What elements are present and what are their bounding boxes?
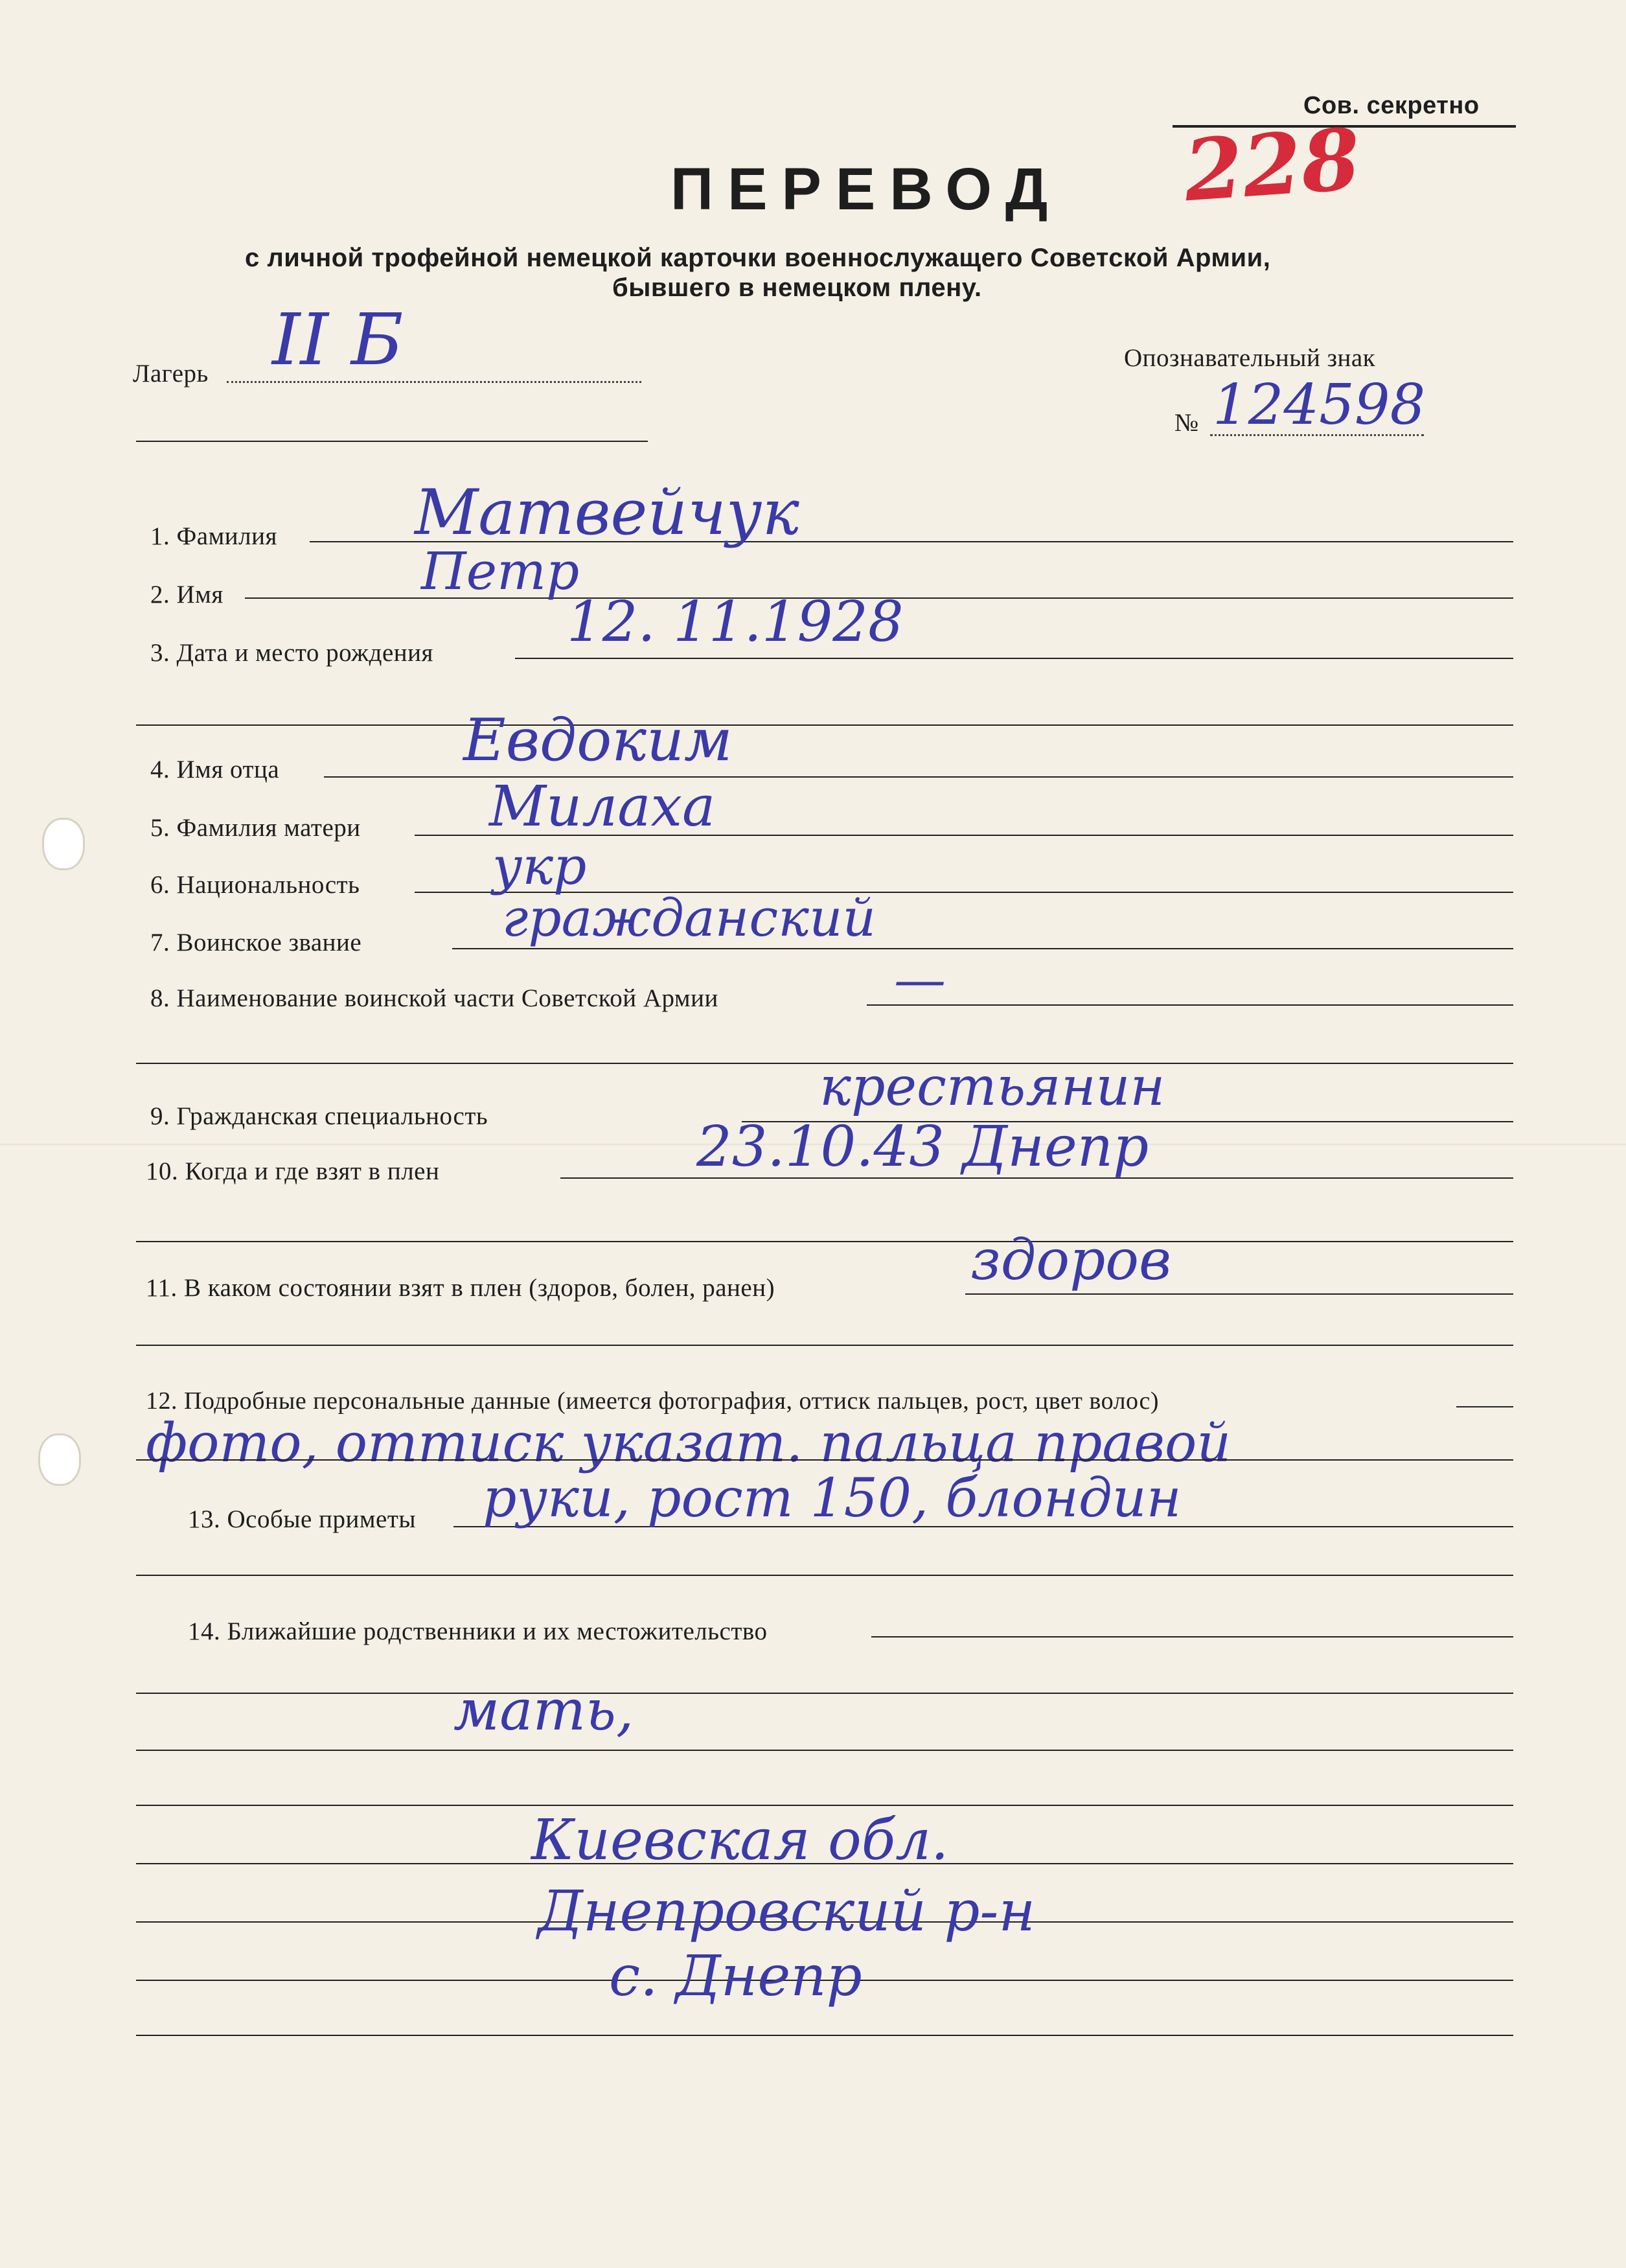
- document-title: ПЕРЕВОД: [670, 156, 1062, 222]
- field-10-value: 23.10.43 Днепр: [696, 1115, 1149, 1179]
- field-8-line: [867, 1004, 1513, 1006]
- field-14-line-3: [136, 1750, 1513, 1751]
- id-tag-label: Опознавательный знак: [1124, 344, 1376, 372]
- field-14-line: [871, 1636, 1513, 1637]
- field-14-value-line-3: Днепровский р-н: [538, 1879, 1036, 1944]
- field-14-line-4: [136, 1805, 1513, 1806]
- field-5-value: Милаха: [489, 774, 716, 839]
- field-4-label: 4. Имя отца: [150, 756, 280, 783]
- document-subtitle-line2: бывшего в немецком плену.: [612, 273, 982, 302]
- field-2-value: Петр: [421, 541, 580, 601]
- document-subtitle-line1: с личной трофейной немецкой карточки военнослужащего Советской Армии,: [245, 244, 1271, 272]
- field-7-line: [452, 948, 1513, 949]
- id-tag-value: 124598: [1213, 373, 1426, 437]
- field-3-line: [515, 658, 1513, 659]
- classification-stamp: Сов. секретно: [1303, 92, 1480, 119]
- field-9-value: крестьянин: [819, 1056, 1165, 1118]
- camp-value: II Б: [272, 298, 404, 381]
- punch-hole-lower: [40, 1435, 79, 1484]
- field-14-line-8: [136, 2035, 1513, 2036]
- field-9-label: 9. Гражданская специальность: [150, 1102, 488, 1130]
- field-10-extra-line: [136, 1241, 1513, 1242]
- camp-dotted-line: [227, 381, 641, 383]
- field-14-value-line-1: мать,: [453, 1678, 634, 1743]
- field-14-value-line-4: с. Днепр: [609, 1944, 862, 2009]
- field-10-label: 10. Когда и где взят в плен: [146, 1157, 440, 1185]
- field-1-label: 1. Фамилия: [150, 522, 277, 550]
- field-14-value-line-2: Киевская обл.: [531, 1808, 949, 1873]
- field-12-line: [1456, 1406, 1513, 1407]
- field-3-label: 3. Дата и место рождения: [150, 639, 433, 667]
- field-2-label: 2. Имя: [150, 581, 223, 608]
- field-7-label: 7. Воинское звание: [150, 929, 362, 956]
- field-13-value: руки, рост 150, блондин: [483, 1468, 1182, 1529]
- field-5-label: 5. Фамилия матери: [150, 814, 361, 842]
- field-11-value: здоров: [970, 1228, 1172, 1293]
- field-7-value: гражданский: [502, 888, 876, 948]
- field-8-label: 8. Наименование воинской части Советской Армии: [150, 984, 718, 1012]
- field-14-line-2: [136, 1693, 1513, 1694]
- field-14-label: 14. Ближайшие родственники и их местожительство: [188, 1617, 768, 1645]
- field-11-line: [965, 1293, 1513, 1295]
- field-6-label: 6. Национальность: [150, 871, 360, 899]
- archive-number: 228: [1180, 109, 1364, 221]
- punch-hole-upper: [44, 820, 83, 868]
- field-11-extra-line: [136, 1345, 1513, 1346]
- id-tag-number-prefix: №: [1174, 409, 1199, 437]
- field-12-value: фото, оттиск указат. пальца правой: [146, 1413, 1231, 1474]
- camp-extra-line: [136, 441, 648, 442]
- field-11-label: 11. В каком состоянии взят в плен (здоров, болен, ранен): [146, 1274, 775, 1302]
- field-4-value: Евдоким: [463, 706, 733, 774]
- field-6-value: укр: [492, 836, 587, 896]
- field-12-label: 12. Подробные персональные данные (имеется фотография, оттиск пальцев, рост, цвет волос): [146, 1387, 1159, 1415]
- field-12-extra-line: [136, 1459, 1513, 1461]
- field-3-extra-line: [136, 724, 1513, 726]
- field-13-extra-line: [136, 1575, 1513, 1576]
- field-8-value: —: [894, 949, 946, 1010]
- field-1-value: Матвейчук: [415, 476, 799, 549]
- field-3-value: 12. 11.1928: [567, 590, 904, 654]
- camp-label: Лагерь: [133, 360, 209, 388]
- field-13-label: 13. Особые приметы: [188, 1505, 417, 1533]
